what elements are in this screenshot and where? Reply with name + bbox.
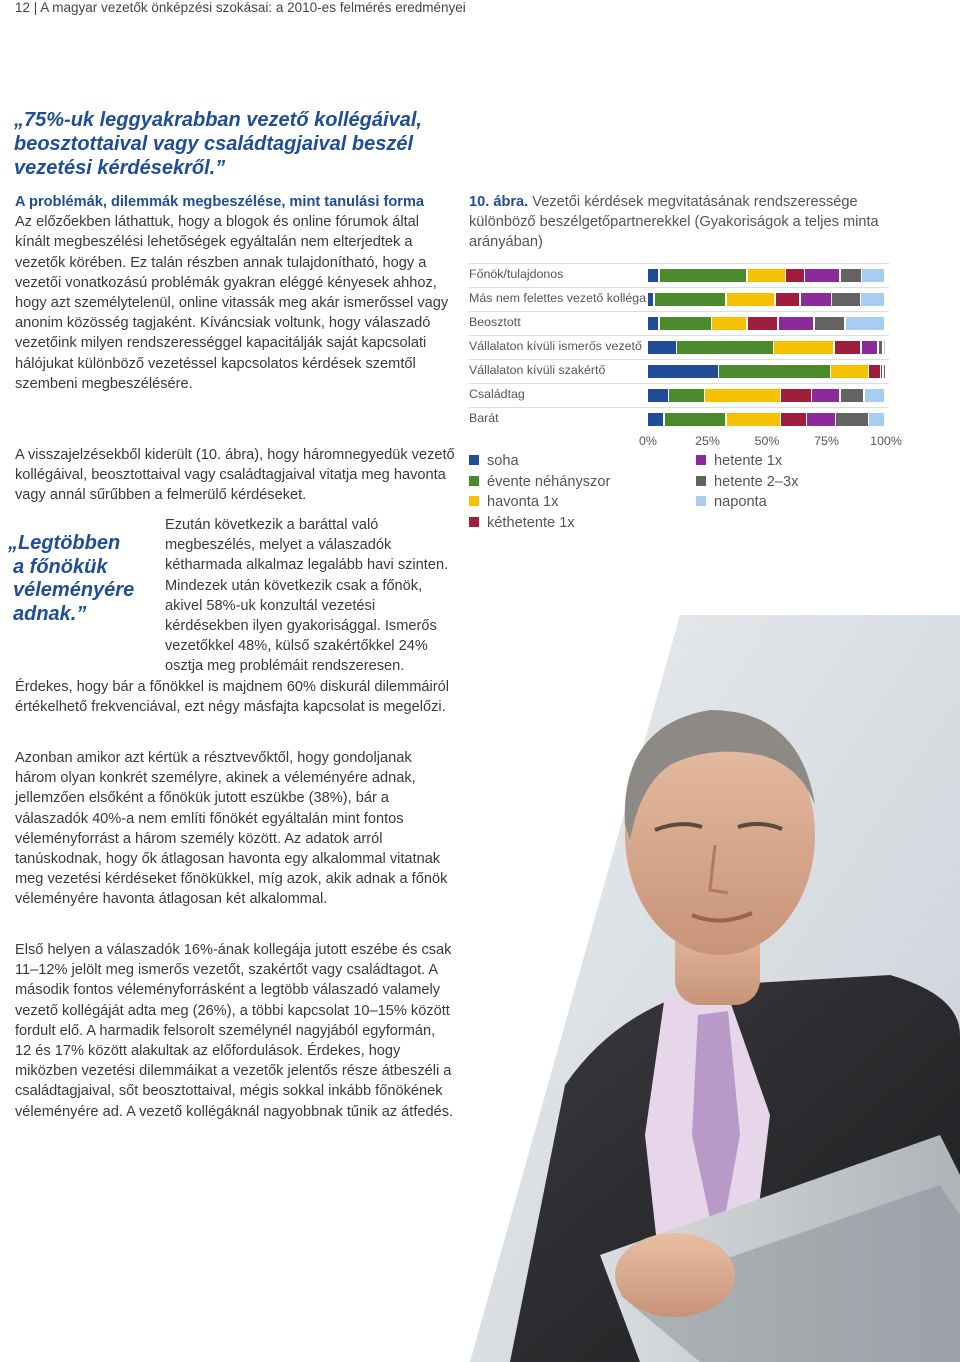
pull-quote: „75%-uk leggyakrabban vezető kollégáival, beosztottaival vagy családtagjaival beszél vezetési kérdésekről.” bbox=[14, 109, 422, 179]
legend-label: hetente 1x bbox=[714, 453, 783, 469]
legend-item bbox=[469, 453, 519, 469]
bar-segment bbox=[774, 341, 833, 354]
bar-segment bbox=[748, 317, 777, 330]
bar-segment bbox=[712, 317, 746, 330]
bar-segment bbox=[677, 341, 773, 354]
legend-label: naponta bbox=[714, 494, 767, 510]
legend-swatch bbox=[696, 476, 706, 486]
category-label: Vállalaton kívüli szakértő bbox=[469, 363, 606, 377]
legend-swatch bbox=[469, 517, 479, 527]
row-divider bbox=[469, 359, 889, 360]
bar-segment bbox=[727, 413, 780, 426]
x-tick-label: 0% bbox=[639, 434, 657, 448]
paragraph-3-block bbox=[15, 515, 455, 717]
bar-segment bbox=[807, 413, 834, 426]
legend-swatch bbox=[469, 496, 479, 506]
pull-quote-2-line: „Legtöbben bbox=[8, 532, 121, 554]
bar-segment bbox=[805, 269, 839, 282]
legend-label: soha bbox=[487, 453, 519, 469]
legend-swatch bbox=[469, 476, 479, 486]
figure-caption-text: Vezetői kérdések megvitatásának rendszeressége különböző beszélgetőpartnerekkel (Gyakoriságok a teljes minta arányában) bbox=[469, 194, 879, 251]
pull-quote-2-line: adnak.” bbox=[13, 602, 87, 625]
bar-segment bbox=[727, 293, 775, 306]
legend-item bbox=[469, 515, 575, 531]
bar-segment bbox=[831, 365, 868, 378]
bar-segment bbox=[748, 269, 785, 282]
pull-quote-2-line: véleményére bbox=[13, 579, 135, 601]
bar-segment bbox=[781, 413, 806, 426]
bar-segment bbox=[719, 365, 829, 378]
bar-segment bbox=[665, 413, 725, 426]
figure-caption bbox=[469, 192, 899, 253]
legend-swatch bbox=[696, 455, 706, 465]
bar-segment bbox=[869, 365, 879, 378]
bar-segment bbox=[648, 317, 658, 330]
row-divider bbox=[469, 383, 889, 384]
bar-segment bbox=[862, 269, 884, 282]
legend-item bbox=[696, 494, 767, 510]
paragraph-3: Ezután következik a baráttal való megbeszélés, melyet a válaszadók kétharmada alkalmaz legalább havi szinten. Mindezek után következik csak a főnök, akivel 58%-uk konzultál vezetési kérdésekben ilyen gyakorisággal. Ismerős vezetőkkel 48%, külső szakértőkkel 24% osztja meg problémáit rendszeresen. Érdekes, hogy bár a főnökkel is majdnem 60% diskurál dilemmáiról értékelhető frekvenciával, ezt négy másfajta kapcsolat is megelőzi. bbox=[15, 517, 449, 715]
bar-segment bbox=[815, 317, 844, 330]
row-divider bbox=[469, 311, 889, 312]
bar-segment bbox=[879, 341, 882, 354]
legend-item bbox=[696, 453, 782, 469]
bar-segment bbox=[861, 293, 884, 306]
bar-segment bbox=[648, 341, 676, 354]
legend-swatch bbox=[696, 496, 706, 506]
bar-segment bbox=[869, 413, 884, 426]
bar-segment bbox=[648, 389, 668, 402]
paragraph-4-block bbox=[15, 748, 455, 910]
row-divider bbox=[469, 287, 889, 288]
stacked-bar-chart bbox=[469, 262, 909, 452]
x-tick-label: 75% bbox=[814, 434, 839, 448]
bar-segment bbox=[862, 341, 878, 354]
pull-quote-2-line: a főnökük bbox=[13, 555, 108, 578]
bar-segment bbox=[776, 293, 799, 306]
bar-segment bbox=[846, 317, 885, 330]
legend-label: évente néhányszor bbox=[487, 473, 611, 490]
x-tick-label: 50% bbox=[754, 434, 780, 448]
paragraph-1: Az előzőekben láthattuk, hogy a blogok és online fórumok által kínált megbeszélési lehetőségek egyáltalán nem elterjedtek a vezetők körében. Ez talán részben annak tulajdonítható, hogy a vezetői vonatkozású problémák gyakran eléggé kényesek ahhoz, hogy azt személytelenül, online vitassák meg akár ismerőssel vagy anonim közösség tagjaként. Kíváncsiak voltunk, hogy válaszadó vezetőink milyen rendszerességgel kapacitálják saját kapcsolati hálójukat különböző vezetéssel kapcsolatos kérdések szemtől szembeni megbeszélésére. bbox=[15, 214, 449, 392]
bar-segment bbox=[812, 389, 839, 402]
category-label: Vállalaton kívüli ismerős vezető bbox=[469, 339, 642, 353]
figure-number: 10. ábra. bbox=[469, 194, 529, 210]
category-label: Családtag bbox=[469, 387, 525, 401]
legend-item bbox=[469, 494, 558, 510]
bar-segment bbox=[881, 365, 882, 378]
bar-segment bbox=[865, 389, 885, 402]
bar-segment bbox=[801, 293, 831, 306]
category-label: Beosztott bbox=[469, 315, 521, 329]
legend-item bbox=[696, 474, 798, 490]
row-divider bbox=[469, 407, 889, 408]
x-tick-label: 25% bbox=[695, 434, 720, 448]
category-label: Más nem felettes vezető kolléga bbox=[469, 291, 647, 305]
running-header: 12 | A magyar vezetők önképzési szokásai: a 2010-es felmérés eredményei bbox=[15, 0, 466, 15]
bar-segment bbox=[884, 341, 885, 354]
businessman-photo bbox=[470, 615, 960, 1362]
bar-segment bbox=[832, 293, 860, 306]
bar-segment bbox=[655, 293, 725, 306]
paragraph-4: Azonban amikor azt kértük a résztvevőktől, hogy gondoljanak három olyan konkrét személyre, akinek a véleményére adnak, jellemzően elsőként a főnökük jutott eszükbe (38%), bár a válaszadók 40%-a nem említi főnökét egyáltalán mint fontos véleményforrást a három személy között. Az adatok arról tanúskodnak, hogy ők átlagosan havonta egy alkalommal vitatnak meg vezetési kérdéseket főnökükkel, míg azok, akik adnak a főnök véleményére havonta átlagosan két alkalommal. bbox=[15, 750, 448, 908]
legend-item bbox=[469, 474, 610, 490]
row-divider bbox=[469, 335, 889, 336]
bar-segment bbox=[669, 389, 703, 402]
section-heading: A problémák, dilemmák megbeszélése, mint tanulási forma bbox=[15, 194, 425, 210]
paragraph-2-block bbox=[15, 445, 455, 506]
bar-segment bbox=[786, 269, 804, 282]
bar-segment bbox=[648, 365, 718, 378]
bar-segment bbox=[660, 317, 711, 330]
row-divider bbox=[469, 263, 889, 264]
bar-segment bbox=[779, 317, 813, 330]
category-label: Főnök/tulajdonos bbox=[469, 267, 564, 281]
legend-swatch bbox=[469, 455, 479, 465]
legend-label: kéthetente 1x bbox=[487, 514, 575, 531]
paragraph-5: Első helyen a válaszadók 16%-ának kollegája jutott eszébe és csak 11–12% jelölt meg ismerős vezetőt, szakértőt vagy családtagot. A második fontos véleményforrásként a legtöbb válaszadó valamely vezető kollégáját adta meg (26%), a többi kapcsolat 10–15% között fordult elő. A harmadik felsorolt személynél nagyjából egyformán, 12 és 17% között alakultak az előfordulások. Érdekes, hogy miközben vezetési dilemmáikat a vezetők jelentős része átbeszéli a családtagjaival, sőt beosztottaival, mégis sokkal inkább főnökének véleményére ad. A vezető kollégáknál nagyobbnak tűnik az átfedés. bbox=[15, 942, 454, 1120]
bar-segment bbox=[835, 341, 860, 354]
bar-segment bbox=[648, 269, 658, 282]
bar-segment bbox=[648, 413, 663, 426]
bar-segment bbox=[660, 269, 747, 282]
bar-segment bbox=[648, 293, 653, 306]
bar-segment bbox=[841, 389, 863, 402]
bar-segment bbox=[884, 365, 885, 378]
bar-segment bbox=[781, 389, 810, 402]
paragraph-2: A visszajelzésekből kiderült (10. ábra), hogy háromnegyedük vezető kollégáival, beosztottaival vagy családtagjaival vitatja meg havonta vagy annál sűrűbben a felmerülő kérdéseket. bbox=[15, 447, 455, 504]
bar-segment bbox=[705, 389, 780, 402]
x-tick-label: 100% bbox=[870, 434, 902, 448]
bar-segment bbox=[836, 413, 868, 426]
bar-segment bbox=[841, 269, 861, 282]
category-label: Barát bbox=[469, 411, 499, 425]
section-intro bbox=[15, 192, 455, 394]
legend-label: hetente 2–3x bbox=[714, 473, 799, 490]
paragraph-5-block bbox=[15, 940, 455, 1122]
legend-label: havonta 1x bbox=[487, 494, 559, 510]
